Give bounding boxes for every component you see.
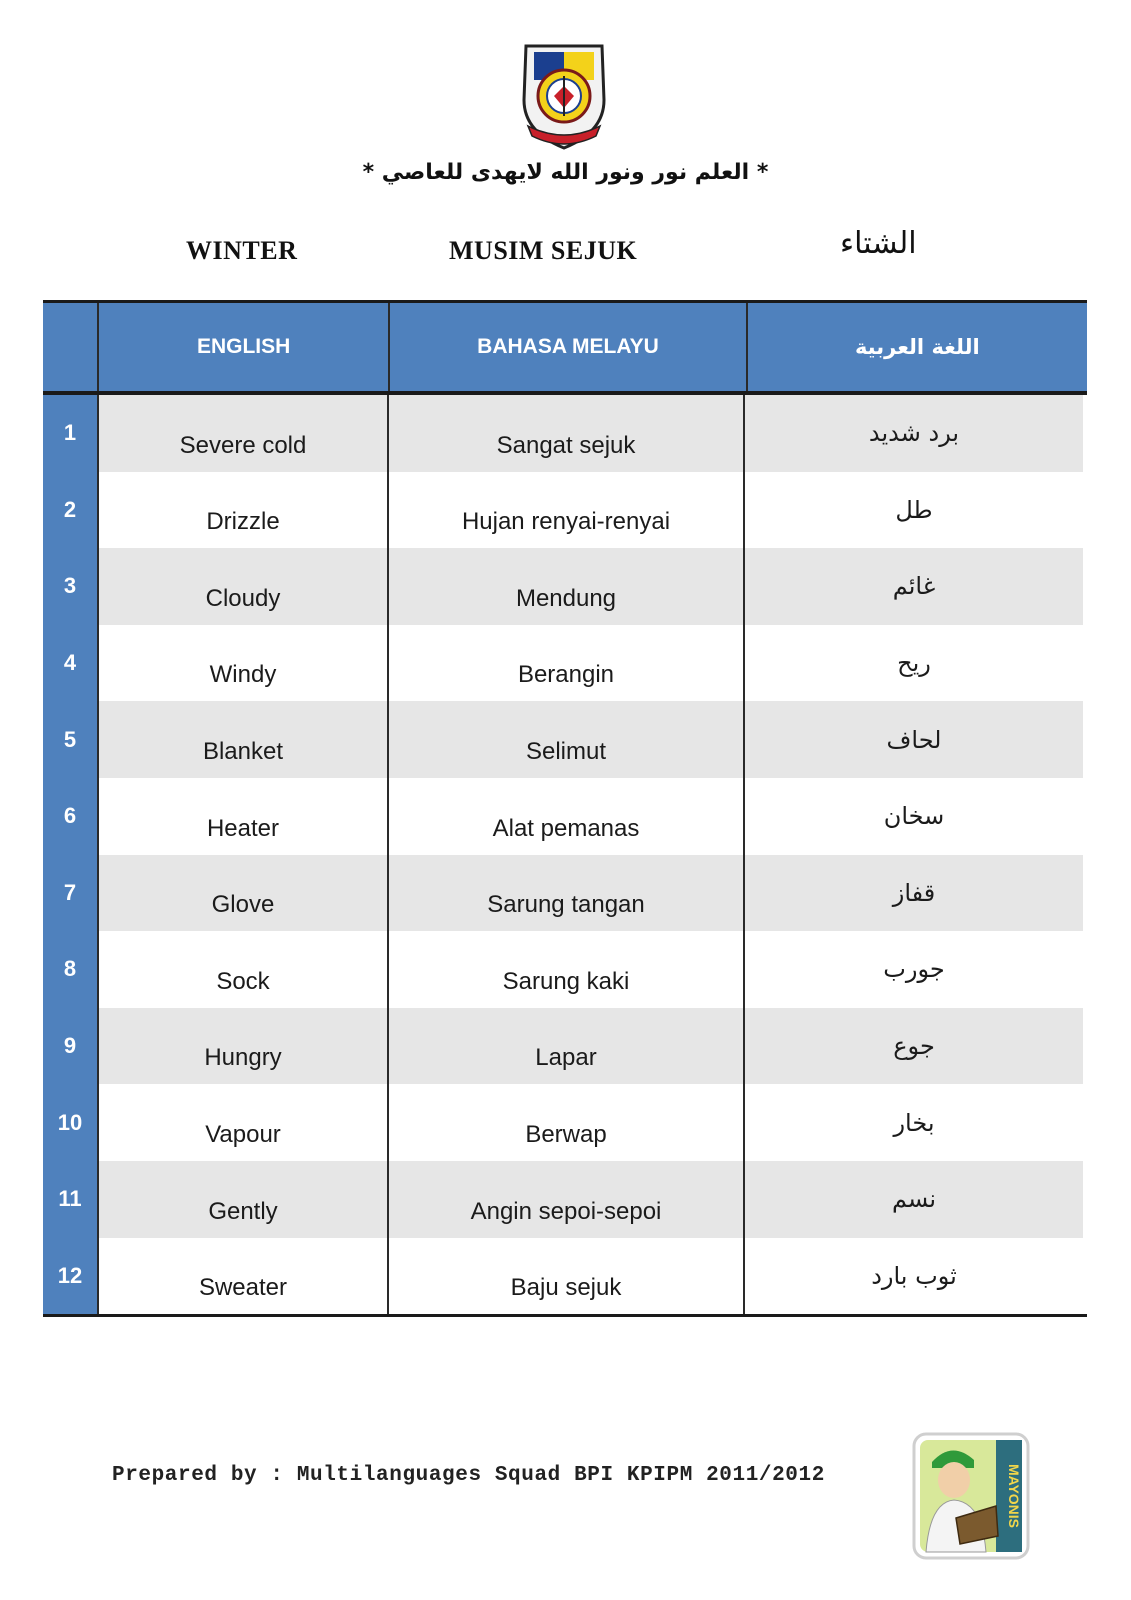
student-reading-icon xyxy=(912,1432,1030,1560)
table-row xyxy=(43,548,1087,625)
header-arabic: اللغة العربية xyxy=(746,303,1087,391)
header-malay: BAHASA MELAYU xyxy=(388,303,745,391)
table-row xyxy=(43,1084,1087,1161)
table-row xyxy=(43,778,1087,855)
cell-english: Sweater xyxy=(97,1238,387,1315)
title-arabic: الشتاء xyxy=(840,226,917,261)
prepared-by-footer: Prepared by : Multilanguages Squad BPI KPIPM 2011/2012 xyxy=(112,1464,825,1487)
table-row xyxy=(43,1161,1087,1238)
cell-english: Sock xyxy=(97,931,387,1008)
cell-malay: Selimut xyxy=(387,701,743,778)
cell-arabic: سخان xyxy=(743,778,1083,855)
cell-malay: Mendung xyxy=(387,548,743,625)
cell-english: Hungry xyxy=(97,1008,387,1085)
badge-label: MAYONIS xyxy=(1006,1463,1022,1529)
table-row xyxy=(43,1008,1087,1085)
row-number: 4 xyxy=(43,625,97,702)
motto: * العلم نور ونور الله لايهدى للعاصي * xyxy=(362,160,769,185)
cell-english: Heater xyxy=(97,778,387,855)
table-row xyxy=(43,855,1087,932)
table-row xyxy=(43,1238,1087,1315)
cell-arabic: غائم xyxy=(743,548,1083,625)
row-number: 6 xyxy=(43,778,97,855)
table-row xyxy=(43,931,1087,1008)
cell-arabic: ريح xyxy=(743,625,1083,702)
cell-malay: Sarung kaki xyxy=(387,931,743,1008)
crest-logo xyxy=(516,40,612,152)
cell-arabic: ثوب بارد xyxy=(743,1238,1083,1315)
row-number: 12 xyxy=(43,1238,97,1315)
table-row xyxy=(43,625,1087,702)
cell-arabic: بخار xyxy=(743,1084,1083,1161)
cell-malay: Berangin xyxy=(387,625,743,702)
cell-english: Blanket xyxy=(97,701,387,778)
cell-arabic: جوع xyxy=(743,1008,1083,1085)
cell-malay: Angin sepoi-sepoi xyxy=(387,1161,743,1238)
title-english: WINTER xyxy=(186,236,298,265)
cell-english: Drizzle xyxy=(97,472,387,549)
cell-english: Glove xyxy=(97,855,387,932)
row-number: 10 xyxy=(43,1084,97,1161)
cell-arabic: قفاز xyxy=(743,855,1083,932)
cell-malay: Baju sejuk xyxy=(387,1238,743,1315)
cell-arabic: جورب xyxy=(743,931,1083,1008)
table-row xyxy=(43,701,1087,778)
cell-arabic: طل xyxy=(743,472,1083,549)
row-number: 3 xyxy=(43,548,97,625)
table-row xyxy=(43,472,1087,549)
title-malay: MUSIM SEJUK xyxy=(449,236,638,265)
cell-english: Cloudy xyxy=(97,548,387,625)
cell-malay: Hujan renyai-renyai xyxy=(387,472,743,549)
row-number: 8 xyxy=(43,931,97,1008)
cell-english: Windy xyxy=(97,625,387,702)
cell-malay: Sangat sejuk xyxy=(387,395,743,472)
cell-english: Vapour xyxy=(97,1084,387,1161)
header-number xyxy=(43,303,97,391)
row-number: 9 xyxy=(43,1008,97,1085)
row-number: 1 xyxy=(43,395,97,472)
cell-arabic: نسم xyxy=(743,1161,1083,1238)
header-english: ENGLISH xyxy=(97,303,388,391)
table-header xyxy=(43,300,1087,395)
row-number: 2 xyxy=(43,472,97,549)
row-number: 11 xyxy=(43,1161,97,1238)
row-number: 7 xyxy=(43,855,97,932)
cell-arabic: برد شديد xyxy=(743,395,1083,472)
cell-malay: Sarung tangan xyxy=(387,855,743,932)
cell-arabic: لحاف xyxy=(743,701,1083,778)
cell-malay: Berwap xyxy=(387,1084,743,1161)
cell-english: Gently xyxy=(97,1161,387,1238)
table-row xyxy=(43,395,1087,472)
cell-english: Severe cold xyxy=(97,395,387,472)
row-number: 5 xyxy=(43,701,97,778)
cell-malay: Lapar xyxy=(387,1008,743,1085)
vocabulary-table xyxy=(43,300,1087,1317)
cell-malay: Alat pemanas xyxy=(387,778,743,855)
